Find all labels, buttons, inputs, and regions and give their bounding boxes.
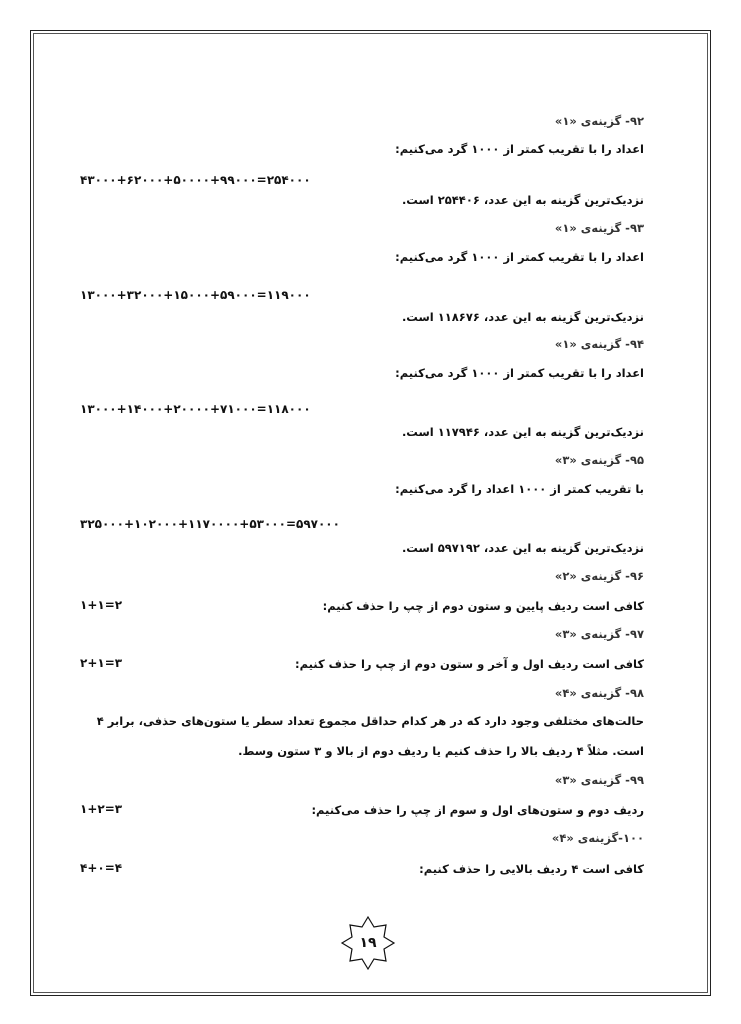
question-92-conclusion: نزدیک‌ترین گزینه به این عدد، ۲۵۴۴۰۶ است. — [401, 193, 644, 207]
question-92-calc: ۴۳۰۰۰+۶۲۰۰۰+۵۰۰۰۰+۹۹۰۰۰=۲۵۴۰۰۰ — [80, 173, 311, 187]
question-97-heading: ۹۷- گزینه‌ی «۳» — [554, 627, 644, 641]
question-95-intro: با تقریب کمتر از ۱۰۰۰ اعداد را گرد می‌کنیم: — [395, 482, 644, 496]
question-95-conclusion: نزدیک‌ترین گزینه به این عدد، ۵۹۷۱۹۲ است. — [401, 541, 644, 555]
question-96-text: کافی است ردیف پایین و ستون دوم از چپ را حذف کنیم: — [322, 599, 644, 613]
question-94-intro: اعداد را با تقریب کمتر از ۱۰۰۰ گرد می‌کنیم: — [395, 366, 644, 380]
question-94-calc: ۱۳۰۰۰+۱۴۰۰۰+۲۰۰۰۰+۷۱۰۰۰=۱۱۸۰۰۰ — [80, 402, 311, 416]
question-95-heading: ۹۵- گزینه‌ی «۳» — [554, 453, 644, 467]
question-93-calc: ۱۳۰۰۰+۳۲۰۰۰+۱۵۰۰۰+۵۹۰۰۰=۱۱۹۰۰۰ — [80, 288, 311, 302]
question-97-calc: ۲+۱=۳ — [80, 656, 123, 670]
question-96-heading: ۹۶- گزینه‌ی «۲» — [554, 569, 644, 583]
question-100-text: کافی است ۴ ردیف بالایی را حذف کنیم: — [419, 862, 644, 876]
question-94-conclusion: نزدیک‌ترین گزینه به این عدد، ۱۱۷۹۴۶ است. — [401, 425, 644, 439]
question-94-heading: ۹۴- گزینه‌ی «۱» — [554, 337, 644, 351]
question-93-heading: ۹۳- گزینه‌ی «۱» — [554, 221, 644, 235]
question-92-intro: اعداد را با تقریب کمتر از ۱۰۰۰ گرد می‌کنیم: — [395, 142, 644, 156]
question-97-text: کافی است ردیف اول و آخر و ستون دوم از چپ را حذف کنیم: — [294, 657, 644, 671]
question-99-text: ردیف دوم و ستون‌های اول و سوم از چپ را حذف می‌کنیم: — [311, 803, 644, 817]
question-100-calc: ۴+۰=۴ — [80, 861, 123, 875]
question-99-heading: ۹۹- گزینه‌ی «۳» — [554, 773, 644, 787]
page-number: ۱۹ — [359, 935, 377, 951]
question-96-calc: ۱+۱=۲ — [80, 598, 123, 612]
question-100-heading: ۱۰۰-گزینه‌ی «۴» — [551, 831, 644, 845]
question-92-heading: ۹۲- گزینه‌ی «۱» — [554, 114, 644, 128]
question-98-heading: ۹۸- گزینه‌ی «۴» — [554, 686, 644, 700]
question-93-conclusion: نزدیک‌ترین گزینه به این عدد، ۱۱۸۶۷۶ است. — [401, 310, 644, 324]
question-98-text: حالت‌های مختلفی وجود دارد که در هر کدام حداقل مجموع تعداد سطر یا ستون‌های حذفی، برابر ۴ است. مثلاً ۴ ردیف بالا را حذف کنیم یا ردیف دوم از بالا و ۳ ستون وسط. — [96, 714, 644, 758]
question-99-calc: ۱+۲=۳ — [80, 802, 123, 816]
question-95-calc: ۳۲۵۰۰۰+۱۰۲۰۰۰+۱۱۷۰۰۰۰+۵۳۰۰۰=۵۹۷۰۰۰ — [80, 517, 340, 531]
question-93-intro: اعداد را با تقریب کمتر از ۱۰۰۰ گرد می‌کنیم: — [395, 250, 644, 264]
